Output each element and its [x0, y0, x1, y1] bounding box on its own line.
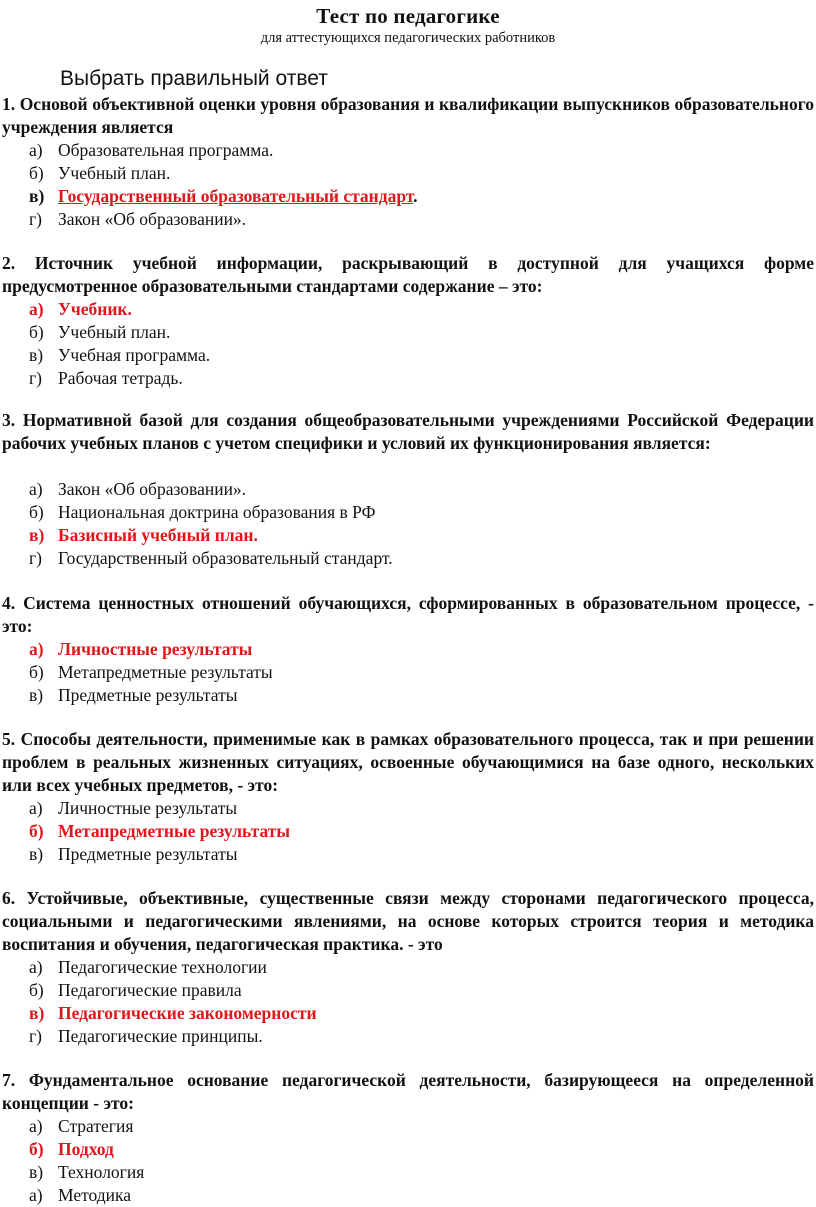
question-5-option-c: [29, 843, 237, 866]
option-text: Подход: [58, 1139, 114, 1159]
option-text: Метапредметные результаты: [58, 821, 291, 841]
option-letter: в): [29, 685, 44, 705]
option-letter: в): [29, 1162, 44, 1182]
question-1-option-c-correct: [29, 185, 418, 208]
question-2-option-a-correct: [29, 298, 132, 321]
question-6-option-c-correct: [29, 1002, 317, 1025]
question-4-option-a-correct: [29, 638, 252, 661]
question-1-option-b: [29, 162, 170, 185]
option-suffix: .: [413, 186, 418, 206]
option-text: Личностные результаты: [58, 798, 238, 818]
option-text: Государственный образовательный стандарт: [58, 186, 414, 206]
option-text: Технология: [58, 1162, 145, 1182]
option-letter: б): [29, 502, 44, 522]
option-letter: а): [29, 1116, 43, 1136]
option-letter: г): [29, 368, 43, 388]
question-7-option-b-correct: [29, 1138, 114, 1161]
question-7-option-c: [29, 1161, 144, 1184]
option-letter: а): [29, 299, 44, 319]
question-3-option-d: [29, 547, 393, 570]
option-text: Учебная программа.: [58, 345, 211, 365]
instruction-text: Выбрать правильный ответ: [60, 67, 328, 90]
option-letter: а): [29, 957, 43, 977]
option-letter: б): [29, 322, 44, 342]
question-2-option-b: [29, 321, 170, 344]
question-7-option-a: [29, 1115, 133, 1138]
question-6-option-a: [29, 956, 267, 979]
question-2-option-c: [29, 344, 210, 367]
option-letter: б): [29, 1139, 44, 1159]
question-3-option-a: [29, 478, 246, 501]
option-text: Метапредметные результаты: [58, 662, 273, 682]
option-text: Предметные результаты: [58, 685, 238, 705]
option-text: Базисный учебный план.: [58, 525, 258, 545]
question-1-text: 1. Основой объективной оценки уровня образования и квалификации выпускников образовательного учреждения является: [2, 94, 814, 137]
option-text: Педагогические принципы.: [58, 1026, 263, 1046]
question-2-text: 2. Источник учебной информации, раскрывающий в доступной для учащихся форме предусмотренное образовательными стандартами содержание – это:: [2, 253, 814, 296]
option-text: Предметные результаты: [58, 844, 238, 864]
option-letter: б): [29, 662, 44, 682]
question-4-option-c: [29, 684, 237, 707]
option-letter: в): [29, 844, 44, 864]
option-letter: б): [29, 163, 44, 183]
option-text: Стратегия: [58, 1116, 134, 1136]
question-3-option-b: [29, 501, 375, 524]
question-5-option-b-correct: [29, 820, 290, 843]
option-text: Педагогические правила: [58, 980, 242, 1000]
question-1-option-d: [29, 208, 246, 231]
option-letter: в): [29, 345, 44, 365]
option-letter: а): [29, 639, 44, 659]
option-letter: в): [29, 186, 45, 206]
option-letter: а): [29, 1185, 43, 1205]
question-4-text: 4. Система ценностных отношений обучающихся, сформированных в образовательном процессе, - это:: [2, 593, 814, 636]
option-letter: а): [29, 479, 43, 499]
question-4-option-b: [29, 661, 273, 684]
question-5-text: 5. Способы деятельности, применимые как в рамках образовательного процесса, так и при решении проблем в реальных жизненных ситуациях, освоенные обучающимися на базе одного, нескольких или всех учебных предметов, - это:: [2, 729, 814, 795]
option-letter: б): [29, 821, 44, 841]
option-text: Педагогические закономерности: [58, 1003, 317, 1023]
option-text: Личностные результаты: [58, 639, 253, 659]
option-text: Учебник.: [58, 299, 132, 319]
option-letter: в): [29, 1003, 45, 1023]
option-text: Национальная доктрина образования в РФ: [58, 502, 376, 522]
option-text: Учебный план.: [58, 163, 171, 183]
question-6-text: 6. Устойчивые, объективные, существенные связи между сторонами педагогического процесса, социальными и педагогическими явлениями, на основе которых строится теория и методика воспитания и обучения, педагогическая практика. - это: [2, 888, 814, 954]
question-7-text: 7. Фундаментальное основание педагогической деятельности, базирующееся на определенной концепции - это:: [2, 1070, 814, 1113]
option-letter: а): [29, 140, 43, 160]
option-text: Рабочая тетрадь.: [58, 368, 183, 388]
option-letter: в): [29, 525, 45, 545]
option-letter: а): [29, 798, 43, 818]
option-text: Учебный план.: [58, 322, 171, 342]
document-subtitle: для аттестующихся педагогических работников: [260, 30, 556, 46]
option-letter: б): [29, 980, 44, 1000]
document-title: Тест по педагогике: [316, 4, 500, 28]
question-3-text: 3. Нормативной базой для создания общеобразовательными учреждениями Российской Федерации рабочих учебных планов с учетом специфики и условий их функционирования является:: [2, 410, 814, 453]
option-text: Педагогические технологии: [58, 957, 267, 977]
question-6-option-b: [29, 979, 242, 1002]
option-text: Образовательная программа.: [58, 140, 274, 160]
question-2-option-d: [29, 367, 183, 390]
question-3-option-c-correct: [29, 524, 258, 547]
option-text: Закон «Об образовании».: [58, 479, 247, 499]
question-7-option-d: [29, 1184, 131, 1207]
option-text: Методика: [58, 1185, 132, 1205]
option-text: Закон «Об образовании».: [58, 209, 247, 229]
option-letter: г): [29, 1026, 43, 1046]
option-letter: г): [29, 209, 43, 229]
question-5-option-a: [29, 797, 237, 820]
option-text: Государственный образовательный стандарт.: [58, 548, 393, 568]
question-6-option-d: [29, 1025, 263, 1048]
question-1-option-a: [29, 139, 273, 162]
option-letter: г): [29, 548, 43, 568]
